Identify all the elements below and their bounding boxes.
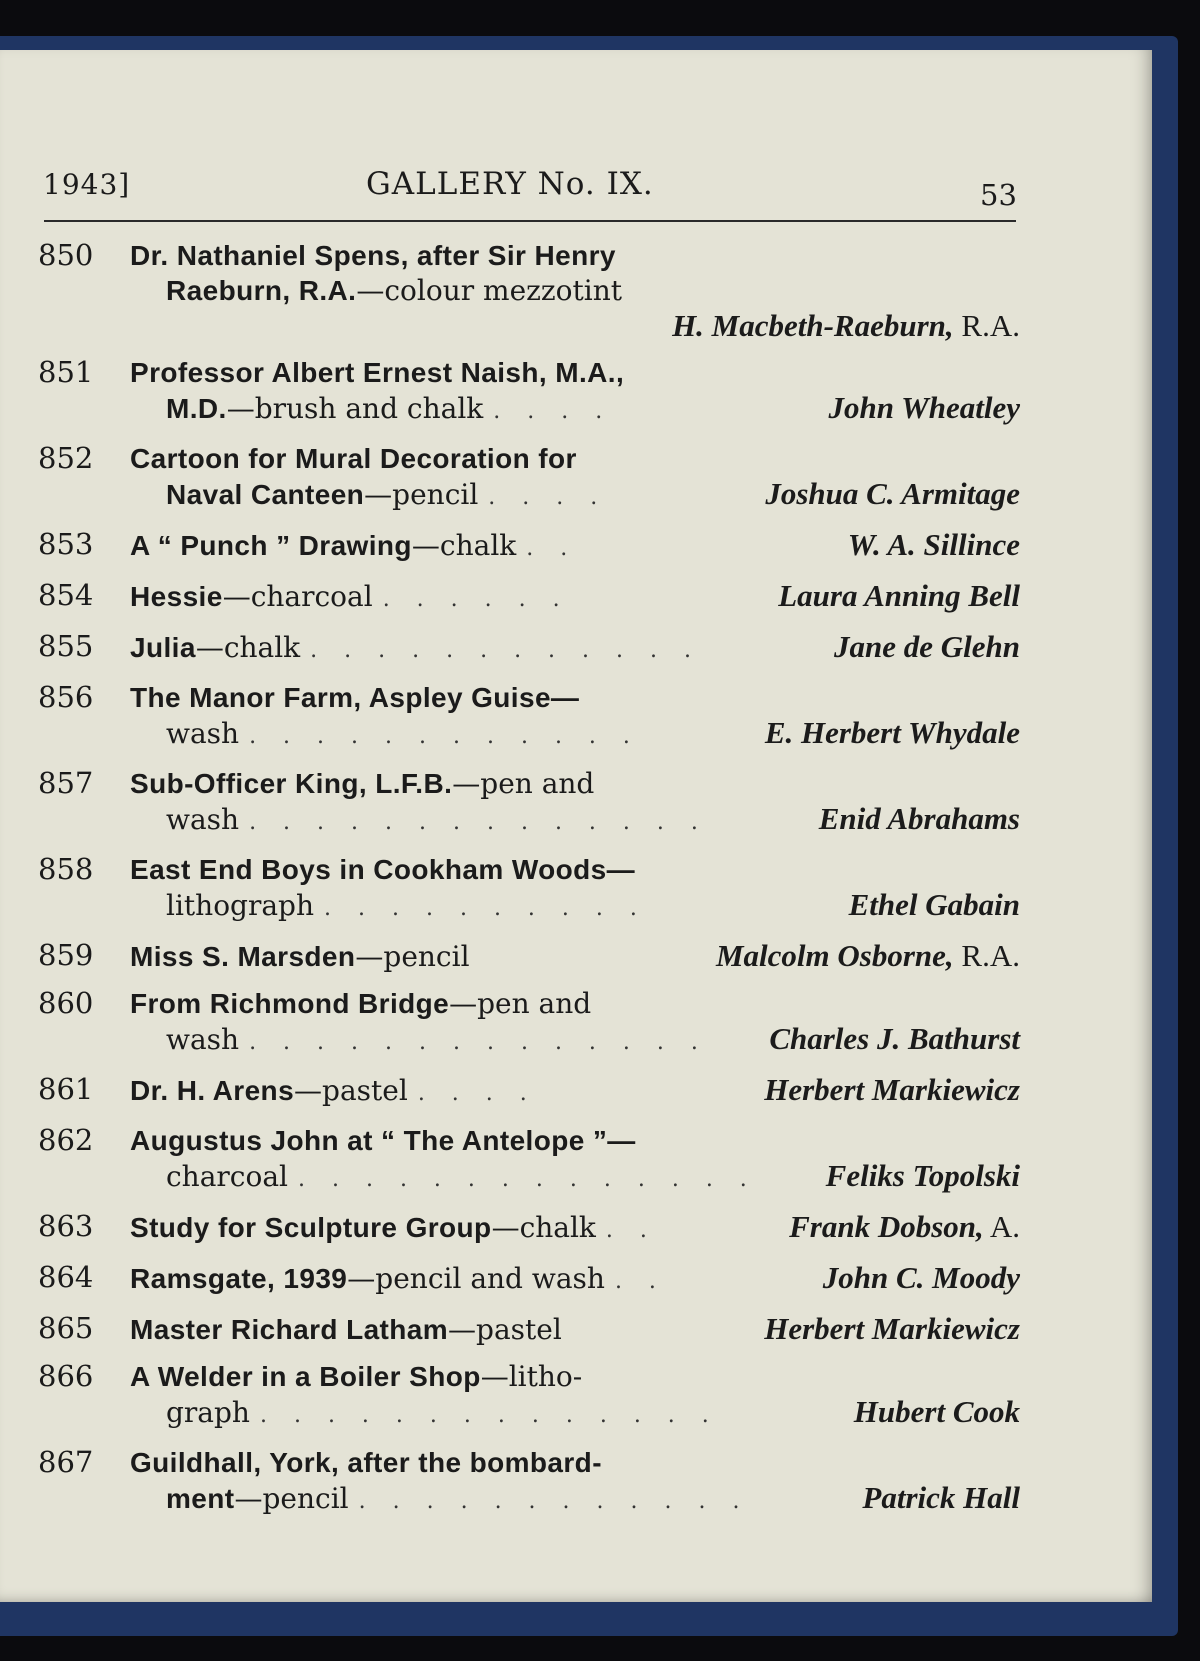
entry-artist: Enid Abrahams: [818, 801, 1020, 836]
entry-medium: —pastel: [448, 1313, 562, 1346]
leader-dots: . . . . . . . . . . . .: [358, 1489, 750, 1514]
leader-dots: . . . . . . . . . . . .: [310, 638, 701, 663]
artist-name: Malcolm Osborne,: [715, 938, 954, 973]
entry-860: [30, 986, 1020, 1060]
entry-862: [30, 1123, 1020, 1197]
artist-name: Frank Dobson,: [789, 1209, 984, 1244]
catalogue-page: [0, 50, 1152, 1602]
entry-artist: E. Herbert Whydale: [764, 715, 1020, 750]
entry-number: 859: [38, 938, 94, 972]
entry-851: [30, 355, 1020, 429]
entry-title-cont: ment: [166, 1483, 235, 1514]
entry-title-cont: Naval Canteen: [166, 479, 365, 510]
entry-855: [30, 629, 1020, 668]
entry-artist: Joshua C. Armitage: [765, 476, 1020, 511]
entry-artist: [672, 308, 1020, 343]
entry-number: 850: [38, 238, 94, 272]
leader-dots: . . . . . . . . . . . .: [249, 724, 640, 749]
entry-858: [30, 852, 1020, 926]
entry-title: Dr. Nathaniel Spens, after Sir Henry: [130, 240, 616, 271]
entry-artist: Hubert Cook: [853, 1394, 1020, 1429]
entry-number: 862: [38, 1123, 94, 1157]
entry-medium: wash: [166, 717, 240, 750]
leader-dots: . . . . . .: [382, 587, 570, 612]
leader-dots: . .: [526, 536, 578, 561]
entry-medium: charcoal: [166, 1160, 288, 1193]
entry-864: [30, 1260, 1020, 1299]
leader-dots: . . . . . . . . . . . . . .: [249, 810, 708, 835]
entry-850: [30, 238, 1020, 343]
entry-number: 864: [38, 1260, 94, 1294]
header-page-number: 53: [980, 178, 1017, 212]
entry-title: Ramsgate, 1939: [130, 1263, 348, 1294]
entry-artist: John C. Moody: [822, 1260, 1020, 1295]
entry-867: [30, 1445, 1020, 1519]
artist-name: H. Macbeth-Raeburn,: [672, 308, 954, 343]
entry-medium: —pencil: [234, 1482, 349, 1515]
entry-title: Cartoon for Mural Decoration for: [130, 443, 577, 474]
entry-title: From Richmond Bridge: [130, 988, 450, 1019]
leader-dots: . .: [605, 1218, 657, 1243]
header-year: 1943]: [43, 168, 131, 201]
entry-number: 851: [38, 355, 94, 389]
entry-number: 865: [38, 1311, 94, 1345]
entry-number: 863: [38, 1209, 94, 1243]
entry-title-cont: Raeburn, R.A.: [166, 275, 357, 306]
leader-dots: . . . . . . . . . . . . . .: [259, 1403, 719, 1428]
entry-medium: —brush and chalk: [226, 392, 484, 425]
entry-medium: —chalk: [491, 1211, 596, 1244]
entry-857: [30, 766, 1020, 840]
entry-number: 860: [38, 986, 94, 1020]
entry-artist: Charles J. Bathurst: [769, 1021, 1020, 1056]
leader-dots: . . . .: [488, 485, 608, 510]
entry-title: East End Boys in Cookham Woods—: [130, 854, 636, 885]
artist-suffix: R.A.: [953, 308, 1020, 343]
entry-artist: John Wheatley: [828, 390, 1020, 425]
entry-title: Augustus John at “ The Antelope ”—: [130, 1125, 636, 1156]
entry-title: A Welder in a Boiler Shop: [130, 1361, 481, 1392]
catalogue-entries: [0, 238, 1152, 1531]
entry-865: [30, 1311, 1020, 1347]
entry-title: Dr. H. Arens: [130, 1075, 295, 1106]
entry-number: 857: [38, 766, 94, 800]
entry-medium: —chalk: [195, 631, 301, 664]
entry-859: [30, 938, 1020, 974]
entry-medium: —chalk: [411, 529, 517, 562]
entry-number: 856: [38, 680, 94, 714]
leader-dots: . . . .: [417, 1081, 537, 1106]
leader-dots: . . . .: [493, 399, 613, 424]
entry-number: 852: [38, 441, 94, 475]
entry-number: 866: [38, 1359, 94, 1393]
header-gallery-title: GALLERY No. IX.: [366, 166, 654, 202]
entry-title: Julia: [130, 632, 196, 663]
entry-medium-part: —litho-: [480, 1360, 583, 1393]
entry-artist: Herbert Markiewicz: [764, 1311, 1020, 1346]
entry-863: [30, 1209, 1020, 1248]
leader-dots: . . . . . . . . . . . . . .: [297, 1167, 757, 1192]
leader-dots: . . . . . . . . . .: [324, 896, 647, 921]
entry-866: [30, 1359, 1020, 1433]
entry-number: 861: [38, 1072, 94, 1106]
entry-medium: —charcoal: [222, 580, 373, 613]
entry-number: 858: [38, 852, 94, 886]
entry-artist: Patrick Hall: [862, 1480, 1020, 1515]
entry-medium: wash: [166, 1023, 240, 1056]
entry-medium: wash: [166, 803, 240, 836]
entry-861: [30, 1072, 1020, 1111]
entry-title: Guildhall, York, after the bombard-: [130, 1447, 602, 1478]
entry-title: Miss S. Marsden: [130, 941, 356, 972]
entry-number: 853: [38, 527, 94, 561]
entry-number: 854: [38, 578, 94, 612]
entry-title: Study for Sculpture Group: [130, 1212, 492, 1243]
entry-title: Master Richard Latham: [130, 1314, 449, 1345]
entry-medium: lithograph: [166, 889, 315, 922]
entry-medium: graph: [166, 1396, 250, 1429]
entry-medium: —colour mezzotint: [356, 274, 622, 307]
entry-medium: —pencil and wash: [347, 1262, 605, 1295]
entry-title: Sub-Officer King, L.F.B.: [130, 768, 453, 799]
entry-852: [30, 441, 1020, 515]
entry-title: Hessie: [130, 581, 223, 612]
artist-suffix: A.: [983, 1209, 1020, 1244]
entry-medium: —pencil: [364, 478, 479, 511]
entry-number: 867: [38, 1445, 94, 1479]
entry-artist: Feliks Topolski: [825, 1158, 1020, 1193]
entry-artist: W. A. Sillince: [847, 527, 1020, 562]
page-header: [0, 50, 1152, 220]
entry-title-cont: M.D.: [166, 393, 227, 424]
entry-artist: Ethel Gabain: [848, 887, 1020, 922]
leader-dots: . .: [614, 1269, 666, 1294]
entry-artist: [789, 1209, 1020, 1244]
entry-artist: Herbert Markiewicz: [764, 1072, 1020, 1107]
leader-dots: . . . . . . . . . . . . . .: [249, 1030, 708, 1055]
entry-artist: Laura Anning Bell: [778, 578, 1020, 613]
entry-title: A “ Punch ” Drawing: [130, 530, 412, 561]
header-rule: [44, 220, 1016, 222]
entry-title: Professor Albert Ernest Naish, M.A.,: [130, 357, 625, 388]
entry-number: 855: [38, 629, 94, 663]
entry-medium: —pencil: [355, 940, 470, 973]
entry-artist: [716, 938, 1020, 973]
entry-853: [30, 527, 1020, 566]
artist-suffix: R.A.: [953, 938, 1020, 973]
entry-medium-part: —pen and: [452, 767, 595, 800]
entry-856: [30, 680, 1020, 754]
entry-medium: —pastel: [294, 1074, 408, 1107]
entry-854: [30, 578, 1020, 617]
entry-medium-part: —pen and: [449, 987, 592, 1020]
entry-title: The Manor Farm, Aspley Guise—: [130, 682, 580, 713]
entry-artist: Jane de Glehn: [834, 629, 1020, 664]
